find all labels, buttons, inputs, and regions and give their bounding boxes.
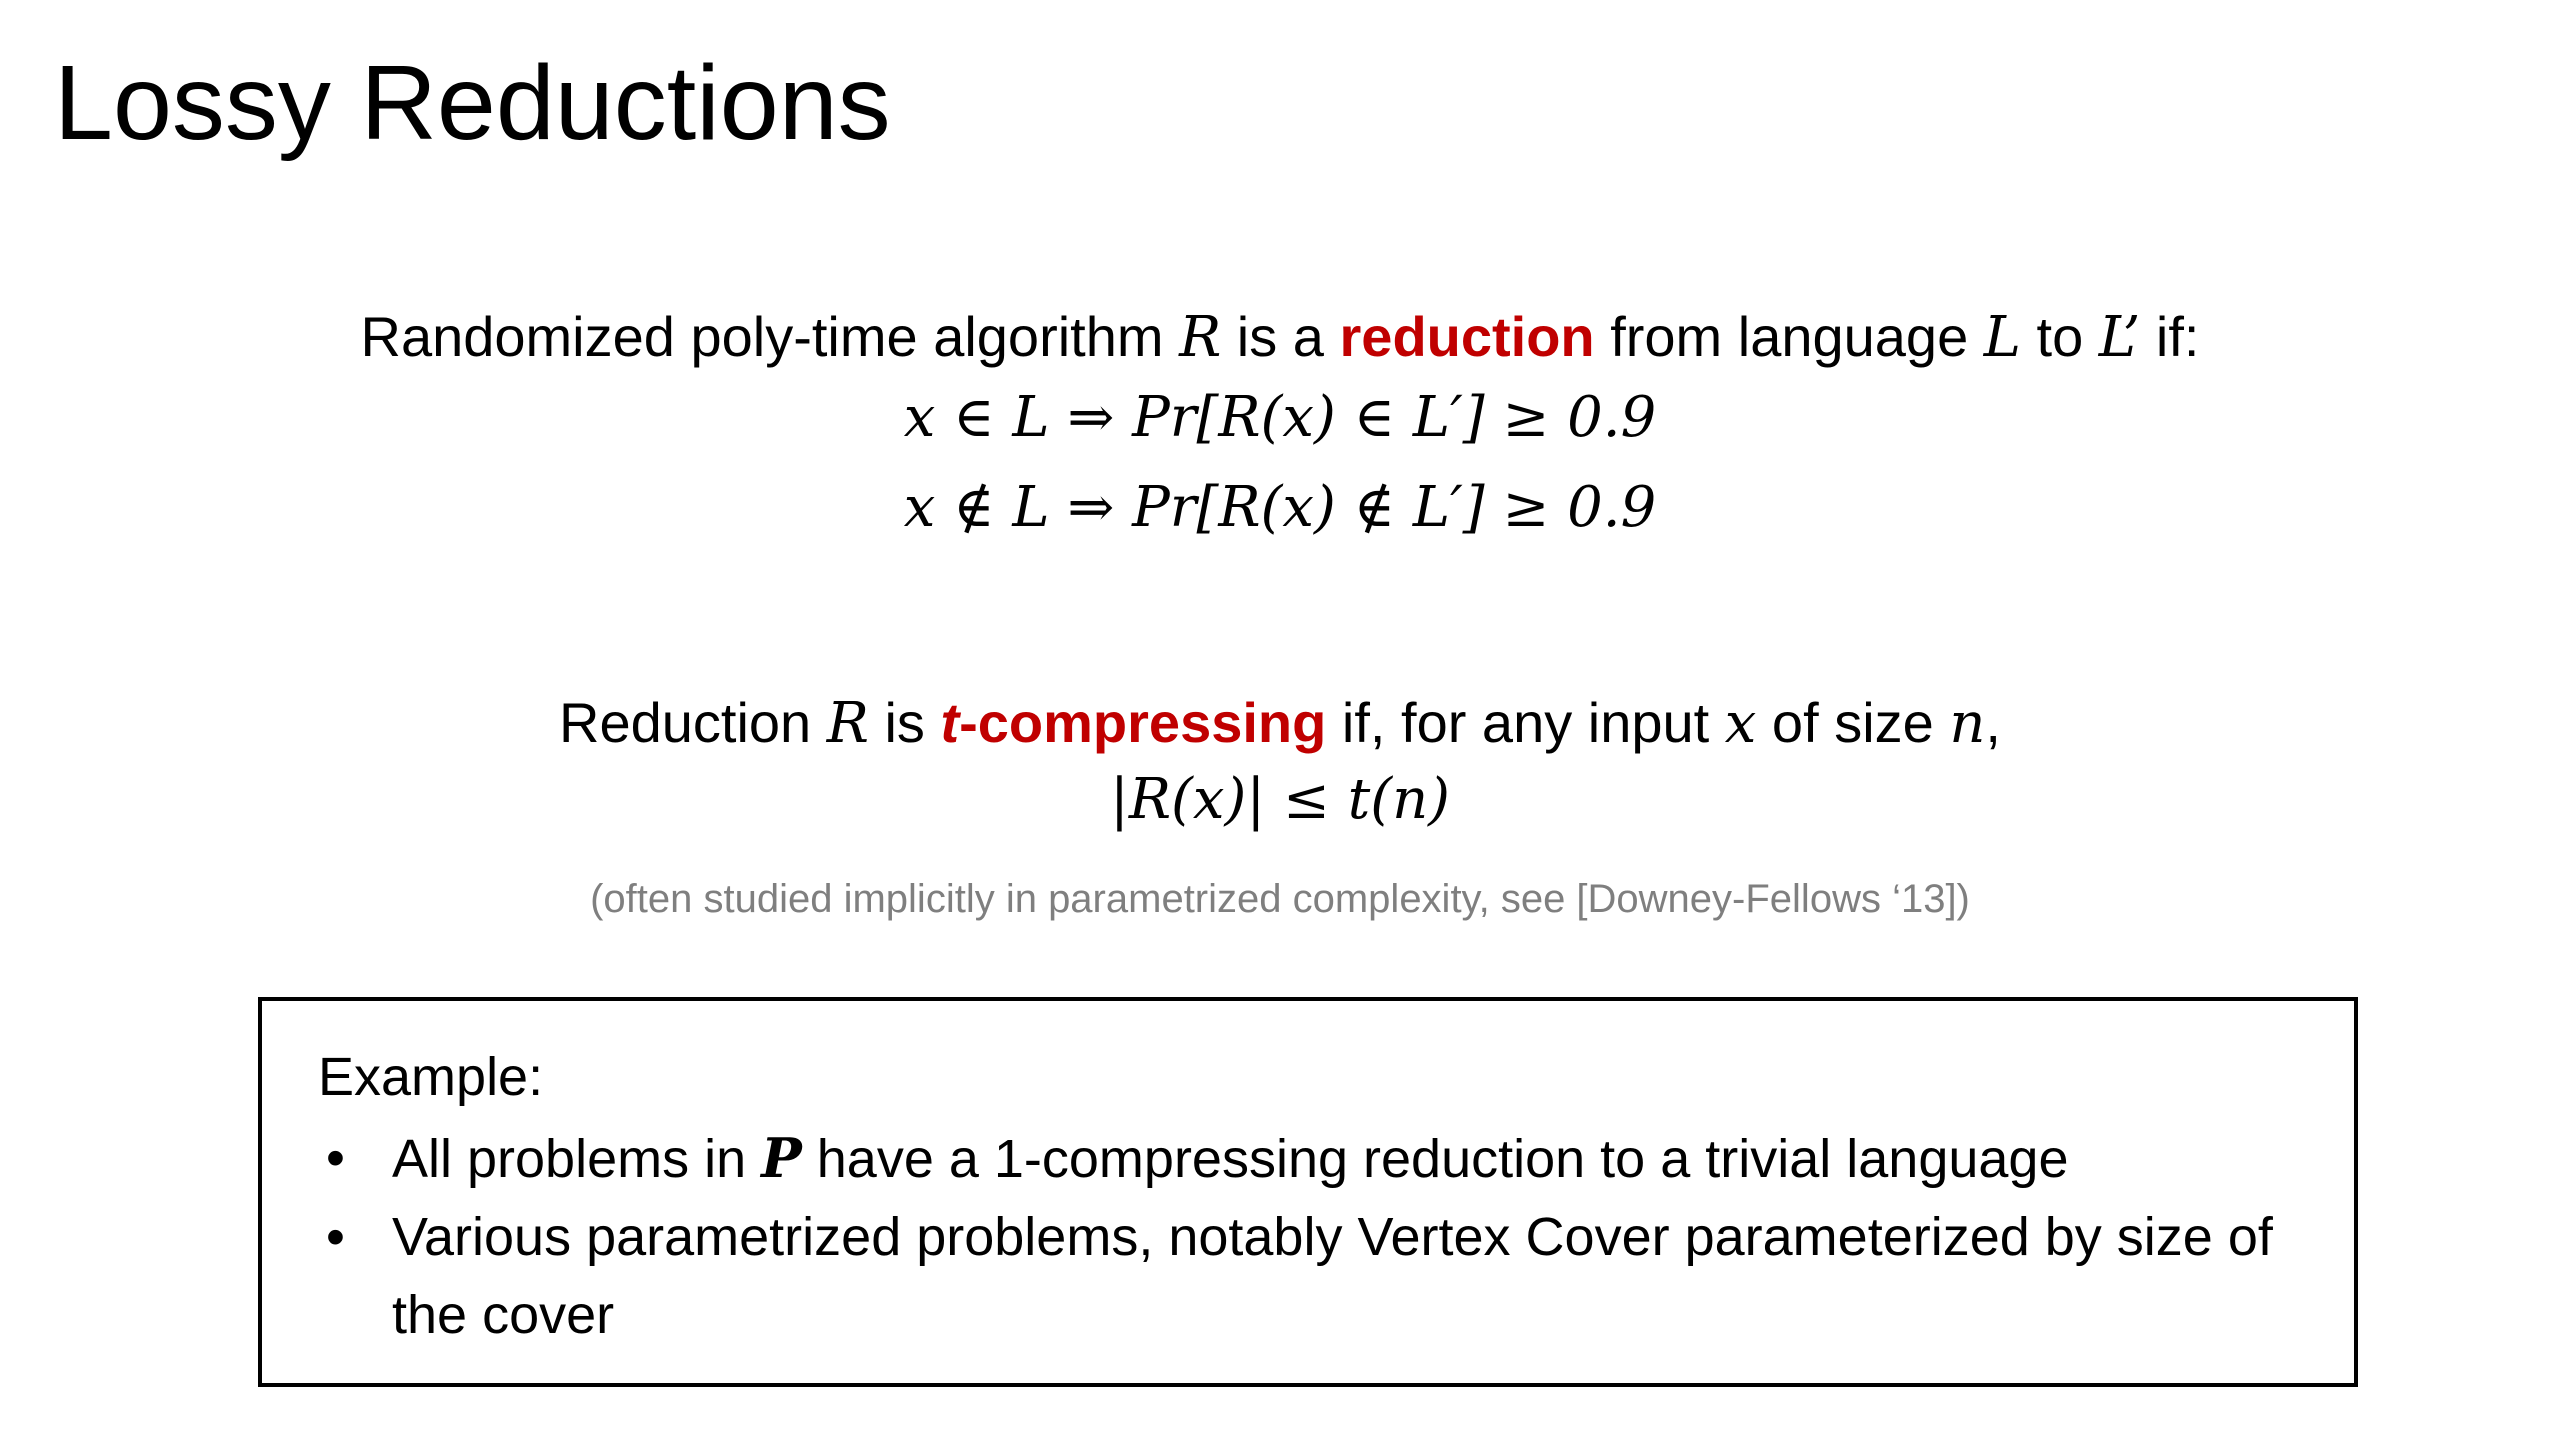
- formula-compression-bound: |R(x)| ≤ t(n): [1110, 767, 1450, 832]
- list-item: [318, 1119, 2318, 1198]
- text-segment: from language: [1594, 305, 1984, 368]
- term-t: t: [940, 691, 960, 754]
- reduction-definition: [0, 302, 2560, 552]
- citation-note: (often studied implicitly in parametrized complexity, see [Downey-Fellows ‘13]): [590, 877, 1970, 921]
- var-R: R: [1179, 305, 1222, 370]
- var-x: x: [1724, 691, 1757, 756]
- var-L-prime: L’: [2098, 305, 2141, 370]
- slide-title: Lossy Reductions: [54, 44, 891, 162]
- term-compressing: -compressing: [959, 691, 1327, 754]
- text-segment: is: [868, 691, 941, 754]
- text-segment: Randomized poly-time algorithm: [360, 305, 1180, 368]
- list-item: [318, 1198, 2318, 1354]
- example-list: [318, 1119, 2318, 1354]
- text-segment: if:: [2140, 305, 2200, 368]
- text-segment: have a 1-compressing reduction to a trivial language: [801, 1129, 2069, 1189]
- example-box: [258, 997, 2358, 1387]
- example-heading: Example:: [318, 1047, 544, 1107]
- reduction-definition-text: [0, 302, 2560, 373]
- text-segment: is a: [1221, 305, 1340, 368]
- text-segment: Reduction: [559, 691, 827, 754]
- text-segment: to: [2020, 305, 2099, 368]
- compression-definition-text: [0, 688, 2560, 759]
- term-reduction: reduction: [1339, 305, 1595, 368]
- bullet-icon: •: [326, 1207, 345, 1267]
- var-n: n: [1949, 691, 1986, 756]
- formula-membership: x ∈ L ⇒ Pr[R(x) ∈ L′] ≥ 0.9: [903, 385, 1657, 450]
- formula-non-membership: x ∉ L ⇒ Pr[R(x) ∉ L′] ≥ 0.9: [903, 474, 1657, 540]
- var-R: R: [826, 691, 869, 756]
- text-segment: of size: [1756, 691, 1950, 754]
- text-segment: ,: [1985, 691, 2001, 754]
- compression-definition: [0, 688, 2560, 840]
- text-segment: if, for any input: [1326, 691, 1725, 754]
- text-segment: All problems in: [392, 1129, 762, 1189]
- text-segment: Various parametrized problems, notably Vertex Cover parameterized by size of the cover: [392, 1207, 2273, 1345]
- class-P: P: [761, 1126, 802, 1190]
- bullet-icon: •: [326, 1128, 345, 1188]
- var-L: L: [1983, 305, 2021, 370]
